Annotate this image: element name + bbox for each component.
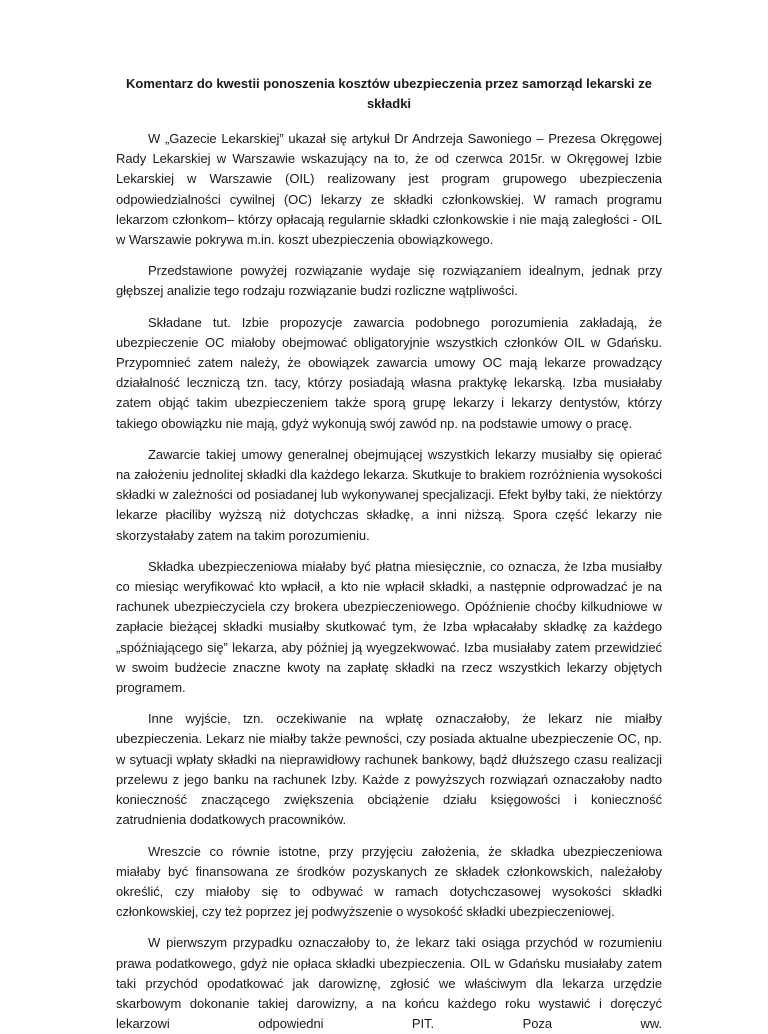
document-title: Komentarz do kwestii ponoszenia kosztów ubezpieczenia przez samorząd lekarski ze składki xyxy=(126,76,652,111)
paragraph-2: Przedstawione powyżej rozwiązanie wydaje się rozwiązaniem idealnym, jednak przy głębszej analizie tego rodzaju rozwiązanie budzi rozliczne wątpliwości. xyxy=(116,263,662,299)
paragraph-6: Inne wyjście, tzn. oczekiwanie na wpłatę oznaczałoby, że lekarz nie miałby ubezpieczenia. Lekarz nie miałby także pewności, czy posiada aktualne ubezpieczenie OC, np. w sytuacji wpłaty składki na nieprawidłowy rachunek bankowy, bądź dłuższego czasu realizacji przelewu z jego banku na rachunek Izby. Każde z powyższych rozwiązań oznaczałoby nadto konieczność znaczącego zwiększenia obciążenie działu księgowości i konieczność zatrudnienia dodatkowych pracowników. xyxy=(116,711,662,828)
paragraph-8: W pierwszym przypadku oznaczałoby to, że lekarz taki osiąga przychód w rozumieniu prawa podatkowego, gdyż nie opłaca składki ubezpieczenia. OIL w Gdańsku musiałaby zatem taki przychód opodatkować jak darowiznę, zgłosić we właściwym dla lekarza urzędzie skarbowym dokonanie takiej darowizny, a na końcu każdego roku wystawić i doręczyć lekarzowi odpowiedni PIT. Poza ww. xyxy=(116,935,662,1032)
paragraph-4: Zawarcie takiej umowy generalnej obejmującej wszystkich lekarzy musiałby się opierać na założeniu jednolitej składki dla każdego lekarza. Skutkuje to brakiem rozróżnienia wysokości składki w zależności od posiadanej lub wykonywanej specjalizacji. Efekt byłby taki, że niektórzy lekarze płaciliby wyższą niż dotychczas składkę, a inni niższą. Spora część lekarzy nie skorzystałaby zatem na takim porozumieniu. xyxy=(116,446,662,543)
paragraph-7: Wreszcie co równie istotne, przy przyjęciu założenia, że składka ubezpieczeniowa miałaby być finansowana ze środków pozyskanych ze składek członkowskich, należałoby określić, czy miałoby się to odbywać w ramach dotychczasowej wysokości składki członkowskiej, czy też poprzez jej podwyższenie o wysokość składki ubezpieczeniowej. xyxy=(116,843,662,920)
paragraph-5: Składka ubezpieczeniowa miałaby być płatna miesięcznie, co oznacza, że Izba musiałby co miesiąc weryfikować kto wpłacił, a kto nie wpłacił składki, a następnie odprowadzać je na rachunek ubezpieczyciela czy brokera ubezpieczeniowego. Opóźnienie choćby kilkudniowe w zapłacie bieżącej składki musiałby skutkować tym, że Izba wpłacałaby składkę za każdego „spóźniającego się” lekarza, aby później ją wyegzekwować. Izba musiałaby zatem przewidzieć w swoim budżecie znaczne kwoty na zapłatę składki na rzecz wszystkich lekarzy objętych programem. xyxy=(116,558,662,696)
paragraph-3: Składane tut. Izbie propozycje zawarcia podobnego porozumienia zakładają, że ubezpieczenie OC miałoby obejmować obligatoryjnie wszystkich członków OIL w Gdańsku. Przypomnieć zatem należy, że obowiązek zawarcia umowy OC mają lekarze prowadzący działalność leczniczą tzn. tacy, którzy posiadają własna praktykę lekarską. Izba musiałaby zatem objąć takim ubezpieczeniem także sporą grupę lekarzy i lekarzy dentystów, którzy takiego obowiązku nie mają, gdyż wykonują swój zawód np. na podstawie umowy o pracę. xyxy=(116,314,662,431)
paragraph-1: W „Gazecie Lekarskiej” ukazał się artykuł Dr Andrzeja Sawoniego – Prezesa Okręgowej Rady Lekarskiej w Warszawie wskazujący na to, że od czerwca 2015r. w Okręgowej Izbie Lekarskiej w Warszawie (OIL) realizowany jest program grupowego ubezpieczenia odpowiedzialności cywilnej (OC) lekarzy ze składki członkowskiej. W ramach programu lekarzom członkom– którzy opłacają regularnie składki członkowskie i nie mają zaległości - OIL w Warszawie pokrywa m.in. koszt ubezpieczenia obowiązkowego. xyxy=(116,131,662,248)
